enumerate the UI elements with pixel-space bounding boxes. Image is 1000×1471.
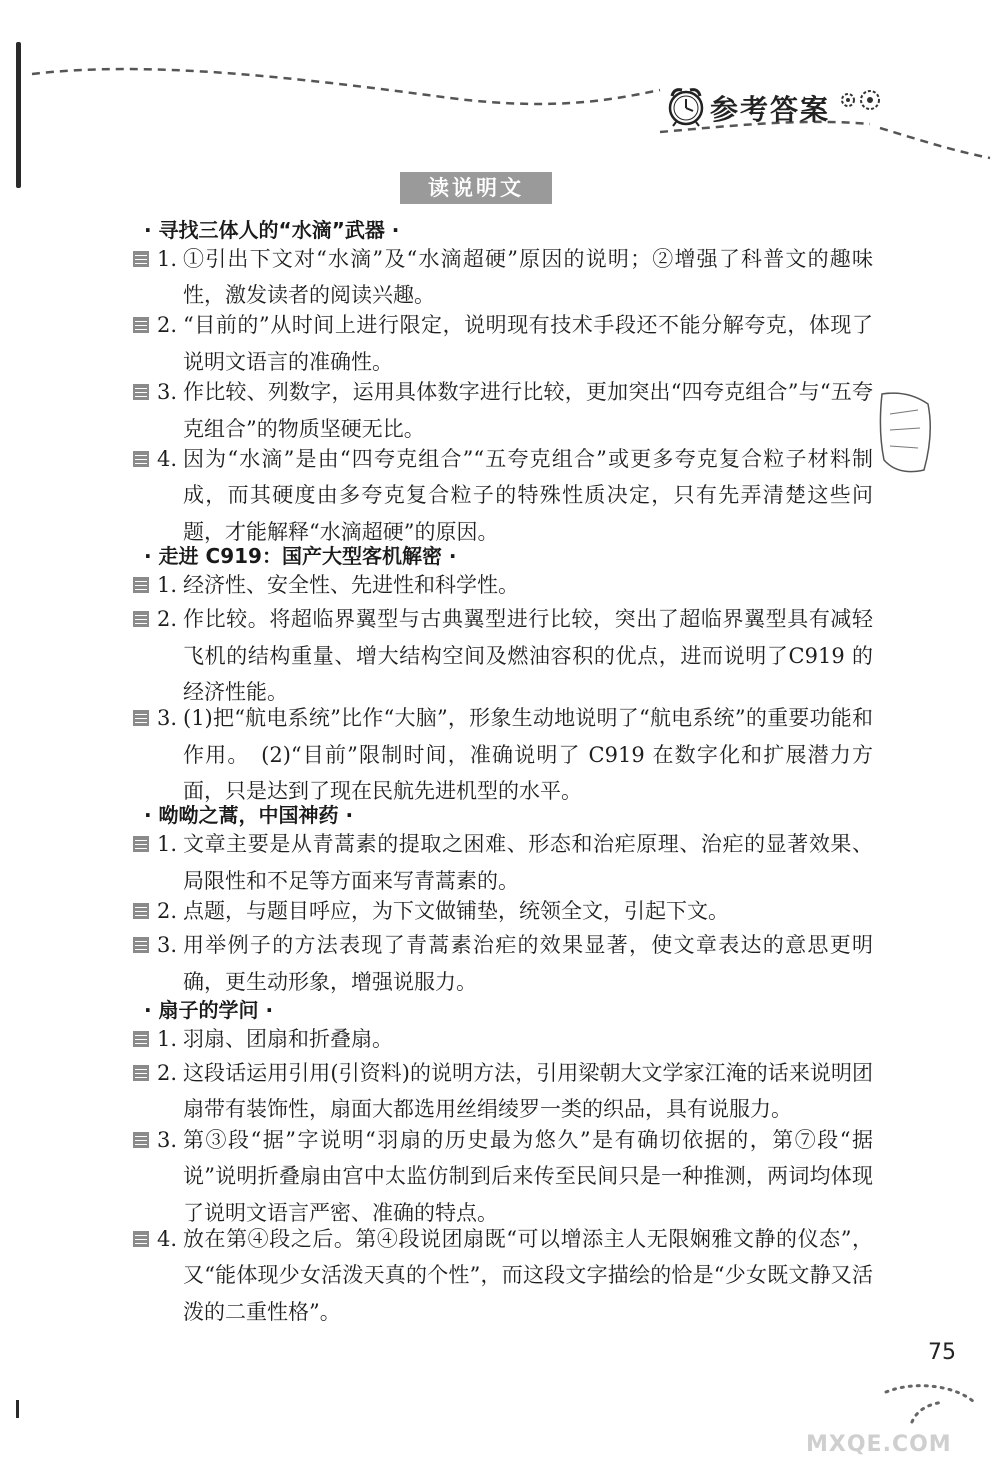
watermark-logo <box>826 1382 976 1432</box>
item-number: 1. <box>157 246 178 271</box>
item-text: 第③段“据”字说明“羽扇的历史最为悠久”是有确切依据的，第⑦段“据说”说明折叠扇由宫中太监仿制到后来传至民间只是一种推测，两词均体现了说明文语言严密、准确的特点。 <box>183 1127 873 1225</box>
item-number: 3. <box>157 933 178 958</box>
answer-icon <box>133 1231 149 1247</box>
answer-icon <box>133 611 149 627</box>
item-text: (1)把“航电系统”比作“大脑”，形象生动地说明了“航电系统”的重要功能和作用。 (2)“目前”限制时间，准确说明了 C919 在数字化和扩展潜力方面，只是达到了现在民航先进机型的水平。 <box>183 706 873 804</box>
side-stamp-decoration <box>878 390 932 476</box>
item-text: 文章主要是从青蒿素的提取之困难、形态和治疟原理、治疟的显著效果、局限性和不足等方面来写青蒿素的。 <box>183 832 873 893</box>
topic-title: · 寻找三体人的“水滴”武器 · <box>144 218 400 242</box>
item-number: 2. <box>157 1060 178 1085</box>
answer-icon <box>133 1065 149 1081</box>
item-number: 3. <box>157 1127 178 1152</box>
answer-icon <box>133 317 149 333</box>
page-number: 75 <box>928 1340 956 1365</box>
item-text: 经济性、安全性、先进性和科学性。 <box>183 572 519 597</box>
section-title: 读说明文 <box>400 172 552 204</box>
item-text: 放在第④段之后。第④段说团扇既“可以增添主人无限娴雅文静的仪态”，又“能体现少女活泼天真的个性”，而这段文字描绘的恰是“少女既文静又活泼的二重性格”。 <box>183 1226 873 1324</box>
item-text: 因为“水滴”是由“四夸克组合”“五夸克组合”或更多夸克复合粒子材料制成，而其硬度由多夸克复合粒子的特殊性质决定，只有先弄清楚这些问题，才能解释“水滴超硬”的原因。 <box>183 446 873 544</box>
item-text: 作比较、列数字，运用具体数字进行比较，更加突出“四夸克组合”与“五夸克组合”的物质坚硬无比。 <box>183 380 873 441</box>
left-margin-tick <box>16 1400 19 1418</box>
topic-title: · 扇子的学问 · <box>144 997 274 1022</box>
item-number: 2. <box>157 898 178 923</box>
item-number: 4. <box>157 1226 178 1251</box>
watermark-text: MXQE.COM <box>806 1432 952 1457</box>
item-text: 点题，与题目呼应，为下文做铺垫，统领全文，引起下文。 <box>183 898 729 923</box>
answer-icon <box>133 451 149 467</box>
item-text: 用举例子的方法表现了青蒿素治疟的效果显著，使文章表达的意思更明确，更生动形象，增强说服力。 <box>183 933 873 994</box>
item-number: 4. <box>157 446 178 471</box>
item-number: 1. <box>157 572 178 597</box>
alarm-clock-icon <box>664 84 708 128</box>
item-text: ①引出下文对“水滴”及“水滴超硬”原因的说明；②增强了科普文的趣味性，激发读者的阅读兴趣。 <box>183 246 873 308</box>
topic-title: · 走进 C919：国产大型客机解密 · <box>144 544 457 569</box>
answer-icon <box>133 903 149 919</box>
item-text: 作比较。将超临界翼型与古典翼型进行比较，突出了超临界翼型具有减轻飞机的结构重量、增大结构空间及燃油容积的优点，进而说明了C919 的经济性能。 <box>183 607 873 705</box>
answer-icon <box>133 836 149 852</box>
topic-title: · 呦呦之蒿，中国神药 · <box>144 803 354 828</box>
answer-icon <box>133 251 149 267</box>
item-number: 3. <box>157 380 178 405</box>
answer-icon <box>133 577 149 593</box>
answer-icon <box>133 1031 149 1047</box>
item-text: 羽扇、团扇和折叠扇。 <box>183 1026 393 1051</box>
item-number: 1. <box>157 832 178 857</box>
item-text: “目前的”从时间上进行限定，说明现有技术手段还不能分解夸克，体现了说明文语言的准确性。 <box>183 313 873 374</box>
flower-icon <box>838 88 884 116</box>
answer-icon <box>133 1132 149 1148</box>
item-text: 这段话运用引用(引资料)的说明方法，引用梁朝大文学家江淹的话来说明团扇带有装饰性，扇面大都选用丝绢绫罗一类的织品，具有说服力。 <box>183 1060 873 1122</box>
item-number: 3. <box>157 706 178 731</box>
answer-icon <box>133 710 149 726</box>
item-number: 2. <box>157 313 178 338</box>
header-title: 参考答案 <box>710 93 831 126</box>
answer-icon <box>133 937 149 953</box>
answer-icon <box>133 384 149 400</box>
item-number: 2. <box>157 607 178 632</box>
item-number: 1. <box>157 1026 178 1051</box>
